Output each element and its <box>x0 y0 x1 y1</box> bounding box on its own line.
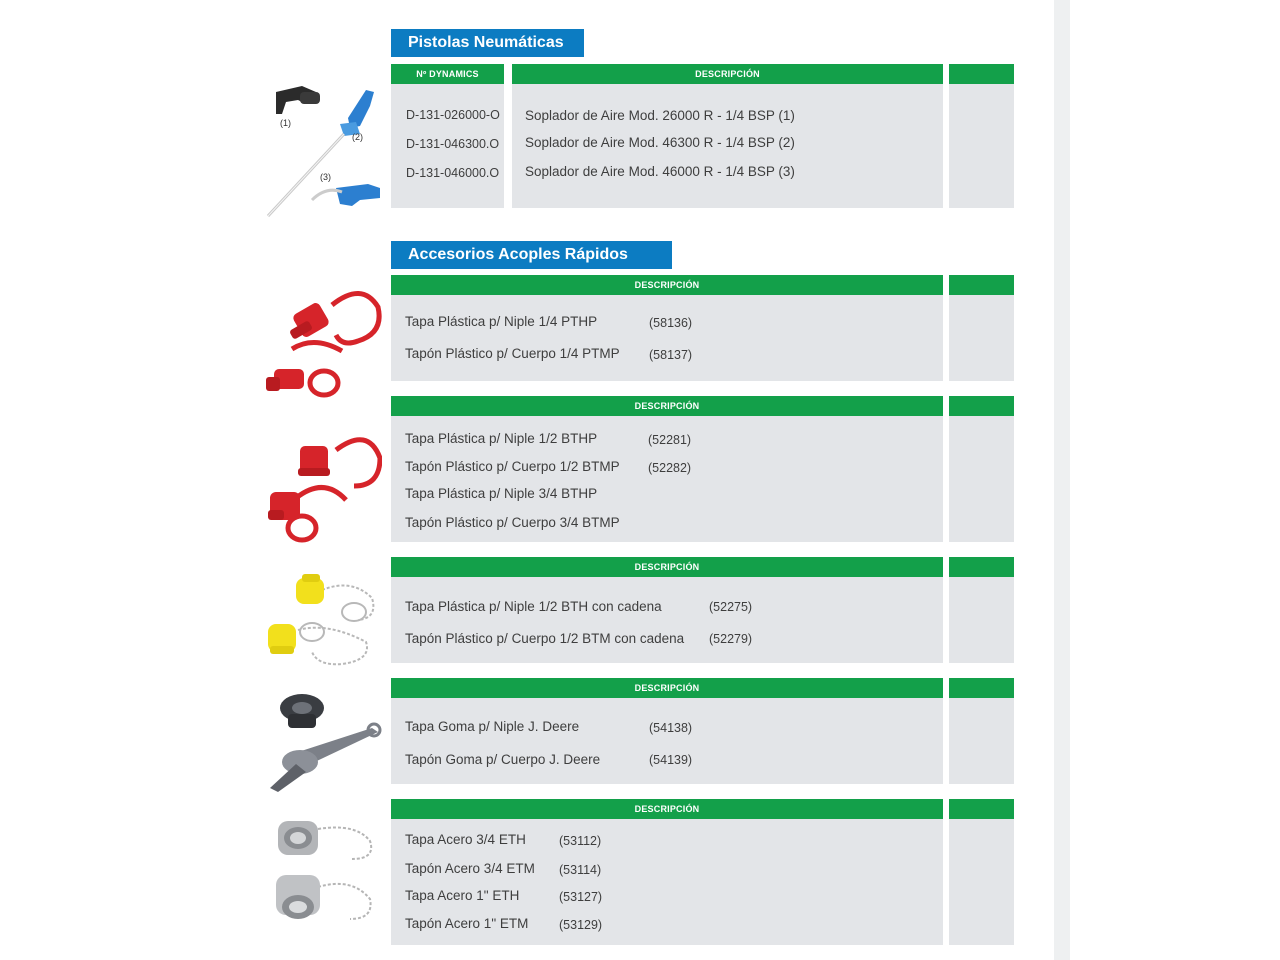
group-header: DESCRIPCIÓN <box>391 557 943 577</box>
product-description: Soplador de Aire Mod. 46000 R - 1/4 BSP (3) <box>525 164 795 179</box>
group-body-extra <box>949 698 1014 784</box>
item-code: (52281) <box>648 433 692 447</box>
item-code: (53114) <box>559 863 602 877</box>
image-label: (3) <box>320 172 331 182</box>
item-code: (52275) <box>709 600 753 614</box>
item-code: (53127) <box>559 890 603 904</box>
section-title-accesorios: Accesorios Acoples Rápidos <box>391 241 672 269</box>
air-guns-image <box>256 78 386 223</box>
item-description: Tapón Plástico p/ Cuerpo 1/2 BTMP <box>405 459 620 474</box>
group-header-extra <box>949 557 1014 577</box>
group-body-extra <box>949 819 1014 945</box>
group-header: DESCRIPCIÓN <box>391 275 943 295</box>
group-body-extra <box>949 577 1014 663</box>
product-code: D-131-026000-O <box>406 108 500 122</box>
rubber-caps-image <box>262 688 382 798</box>
column-header-description: DESCRIPCIÓN <box>512 64 943 84</box>
image-label: (1) <box>280 118 291 128</box>
product-description: Soplador de Aire Mod. 46300 R - 1/4 BSP (2) <box>525 135 795 150</box>
red-plastic-caps-image <box>262 428 382 548</box>
group-body <box>391 295 943 381</box>
group-body <box>391 698 943 784</box>
item-description: Tapa Plástica p/ Niple 1/2 BTHP <box>405 431 598 446</box>
red-plastic-caps-image <box>262 285 382 405</box>
group-body-extra <box>949 295 1014 381</box>
group-header-extra <box>949 275 1014 295</box>
item-code: (54138) <box>649 721 693 735</box>
group-header: DESCRIPCIÓN <box>391 678 943 698</box>
group-header-extra <box>949 799 1014 819</box>
extra-column-cell <box>949 84 1014 208</box>
item-description: Tapa Plástica p/ Niple 3/4 BTHP <box>405 486 598 501</box>
group-header-extra <box>949 396 1014 416</box>
product-description: Soplador de Aire Mod. 26000 R - 1/4 BSP (1) <box>525 108 795 123</box>
item-description: Tapón Goma p/ Cuerpo J. Deere <box>405 752 601 767</box>
item-description: Tapa Plástica p/ Niple 1/4 PTHP <box>405 314 598 329</box>
item-description: Tapón Plástico p/ Cuerpo 3/4 BTMP <box>405 515 620 530</box>
image-label: (2) <box>352 132 363 142</box>
item-code: (53112) <box>559 834 602 848</box>
item-code: (54139) <box>649 753 693 767</box>
item-description: Tapón Acero 3/4 ETM <box>405 861 535 876</box>
group-header: DESCRIPCIÓN <box>391 396 943 416</box>
product-code: D-131-046300.O <box>406 137 500 151</box>
product-code: D-131-046000.O <box>406 166 500 180</box>
item-code: (53129) <box>559 918 603 932</box>
group-body-extra <box>949 416 1014 542</box>
item-description: Tapa Acero 3/4 ETH <box>405 832 526 847</box>
item-description: Tapa Acero 1" ETH <box>405 888 520 903</box>
group-body <box>391 577 943 663</box>
section-title-pistolas: Pistolas Neumáticas <box>391 29 584 57</box>
item-description: Tapa Plástica p/ Niple 1/2 BTH con cadena <box>405 599 662 614</box>
yellow-chained-caps-image <box>262 572 382 672</box>
item-code: (58137) <box>649 348 693 362</box>
steel-caps-image <box>266 815 386 935</box>
item-description: Tapón Plástico p/ Cuerpo 1/4 PTMP <box>405 346 620 361</box>
page-edge-strip <box>1054 0 1070 960</box>
item-code: (52282) <box>648 461 692 475</box>
item-description: Tapón Plástico p/ Cuerpo 1/2 BTM con cadena <box>405 631 685 646</box>
item-description: Tapa Goma p/ Niple J. Deere <box>405 719 580 734</box>
item-description: Tapón Acero 1" ETM <box>405 916 529 931</box>
item-code: (58136) <box>649 316 693 330</box>
group-header: DESCRIPCIÓN <box>391 799 943 819</box>
column-header-code: Nº DYNAMICS <box>391 64 504 84</box>
group-header-extra <box>949 678 1014 698</box>
item-code: (52279) <box>709 632 753 646</box>
column-header-extra <box>949 64 1014 84</box>
